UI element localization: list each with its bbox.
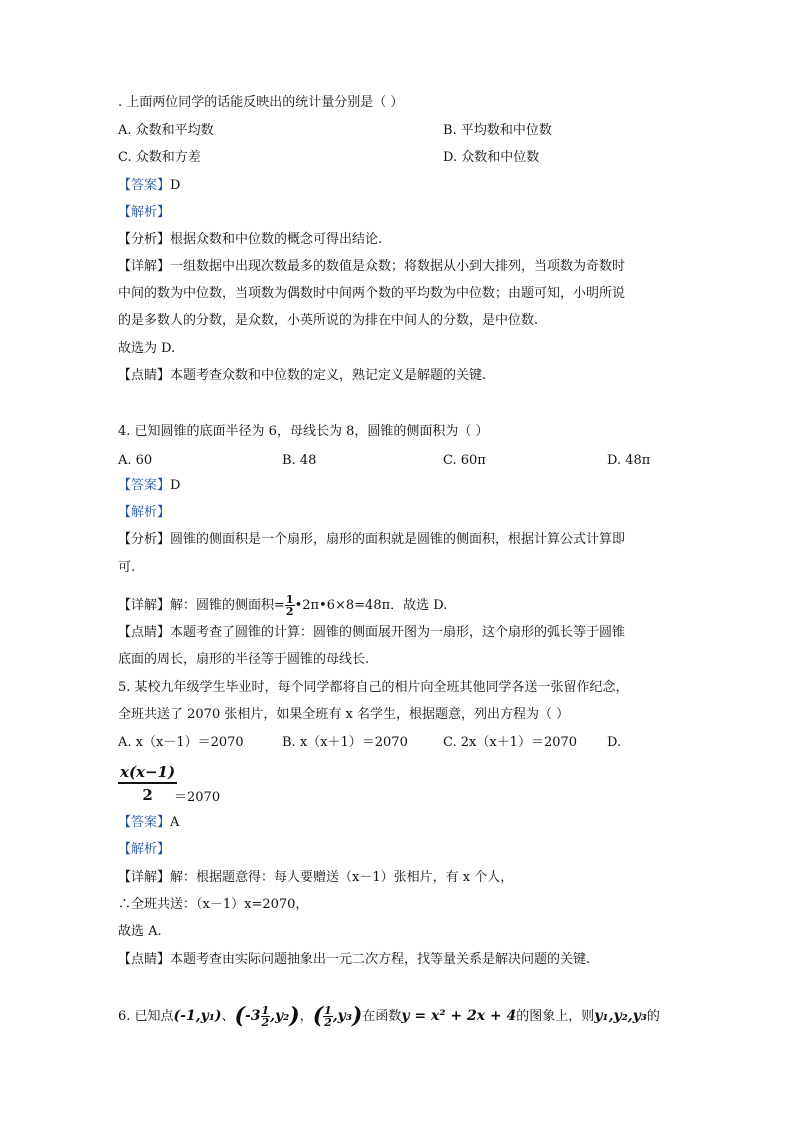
answer-tag: 【答案】 — [118, 815, 171, 830]
q5-analysis-tag — [118, 841, 170, 859]
separator: ， — [299, 1009, 313, 1024]
q6-mid: 在函数 — [362, 1009, 402, 1024]
q4-analysis-tag — [118, 504, 170, 522]
dianjing-tag: 【点睛】 — [118, 952, 171, 967]
q5-stem-line-2: 全班共送了 2070 张相片，如果全班有 x 名学生，根据题意，列出方程为（ ） — [118, 707, 570, 722]
q4-option-b: B. 48 — [282, 453, 317, 468]
q6-prefix: 6. 已知点 — [118, 1009, 174, 1024]
dianjing-text: 本题考查了圆锥的计算：圆锥的侧面展开图为一扇形，这个扇形的弧长等于圆锥 — [170, 625, 626, 640]
fenxi-tag: 【分析】 — [118, 532, 171, 547]
analysis-tag: 【解析】 — [118, 505, 171, 520]
xiangjie-text: 解：根据题意得：每人要赠送（x－1）张相片，有 x 个人， — [170, 870, 514, 885]
q5-option-d: D. — [607, 735, 622, 750]
q3-analysis-tag — [118, 204, 170, 222]
q4-xiangjie — [118, 594, 447, 617]
q5-option-d-fraction — [118, 763, 177, 804]
fraction-numerator: 1 — [261, 1003, 270, 1017]
q5-conclusion: 故选 A. — [118, 924, 162, 939]
q3-answer-line — [118, 177, 180, 195]
analysis-tag: 【解析】 — [118, 205, 171, 220]
fraction-denominator: 2 — [324, 1015, 332, 1029]
q4-option-a: A. 60 — [118, 453, 153, 468]
fraction-numerator: 1 — [324, 1003, 332, 1017]
q3-option-a: A. 众数和平均数 — [118, 123, 214, 138]
point-2-fraction — [261, 1005, 271, 1028]
point-3-y: ,y₃ — [332, 1008, 352, 1024]
dianjing-tag: 【点睛】 — [118, 368, 171, 383]
q6-after: 的图象上，则 — [516, 1009, 595, 1024]
q3-option-b: B. 平均数和中位数 — [443, 123, 552, 138]
q4-answer-line — [118, 477, 180, 495]
q3-conclusion: 故选为 D. — [118, 341, 176, 356]
q4-option-c: C. 60π — [443, 453, 486, 468]
xiangjie-text: 一组数据中出现次数最多的数值是众数；将数据从小到大排列，当项数为奇数时 — [170, 259, 626, 274]
q3-dianjing — [118, 367, 486, 385]
q5-option-c: C. 2x（x＋1）＝2070 — [443, 735, 578, 750]
fraction-numerator: x(x−1) — [118, 763, 177, 784]
y-variables: y₁,y₂,y₃ — [594, 1008, 647, 1024]
q3-option-c: C. 众数和方差 — [118, 150, 201, 165]
point-1: (-1,y₁) — [173, 1008, 222, 1024]
fenxi-text: 圆锥的侧面积是一个扇形，扇形的面积就是圆锥的侧面积，根据计算公式计算即 — [170, 532, 626, 547]
q5-xiangjie-line-2: ∴全班共送：（x－1）x=2070， — [118, 897, 309, 912]
q3-xiangjie-line-1 — [118, 258, 625, 276]
q5-stem-line-1: 5. 某校九年级学生毕业时，每个同学都将自己的相片向全班其他同学各送一张留作纪念， — [118, 680, 629, 695]
xiangjie-tag: 【详解】 — [118, 259, 171, 274]
xiangjie-pre: 解：圆锥的侧面积= — [170, 598, 285, 613]
fraction-denominator: 2 — [142, 786, 153, 804]
q4-option-d: D. 48π — [607, 453, 651, 468]
separator: 、 — [221, 1009, 235, 1024]
answer-value: D — [170, 178, 181, 193]
point-3 — [312, 1003, 363, 1029]
fraction-numerator: 1 — [285, 593, 294, 606]
q4-dianjing-line-1 — [118, 624, 625, 642]
answer-tag: 【答案】 — [118, 178, 171, 193]
point-2-int: -3 — [244, 1008, 261, 1024]
analysis-tag: 【解析】 — [118, 842, 171, 857]
right-paren: ) — [351, 1003, 363, 1029]
q4-fenxi-line-2: 可. — [118, 560, 136, 575]
fraction-denominator: 2 — [261, 1015, 270, 1029]
q5-option-a: A. x（x－1）＝2070 — [118, 735, 244, 750]
q3-stem: . 上面两位同学的话能反映出的统计量分别是（ ） — [118, 95, 404, 110]
dianjing-tag: 【点睛】 — [118, 625, 171, 640]
fenxi-text: 根据众数和中位数的概念可得出结论. — [170, 232, 383, 247]
fraction-one-half — [285, 594, 295, 617]
answer-value: D — [170, 478, 181, 493]
q6-end: 的 — [646, 1009, 660, 1024]
xiangjie-tag: 【详解】 — [118, 870, 171, 885]
function-expression: y = x² + 2x + 4 — [401, 1008, 517, 1024]
left-paren: ( — [234, 1003, 245, 1029]
right-paren: ) — [289, 1003, 300, 1029]
q4-dianjing-line-2: 底面的周长，扇形的半径等于圆锥的母线长. — [118, 652, 370, 667]
q3-xiangjie-line-2: 中间的数为中位数，当项数为偶数时中间两个数的平均数为中位数；由题可知，小明所说 — [118, 286, 626, 301]
left-paren: ( — [312, 1003, 324, 1029]
q5-option-b: B. x（x＋1）＝2070 — [282, 735, 408, 750]
point-3-fraction — [323, 1005, 333, 1028]
fraction-denominator: 2 — [285, 605, 294, 618]
q5-dianjing — [118, 951, 590, 969]
q5-xiangjie-line-1 — [118, 869, 513, 887]
q6-stem — [118, 998, 660, 1038]
q3-xiangjie-line-3: 的是多数人的分数，是众数，小英所说的为排在中间人的分数，是中位数. — [118, 313, 539, 328]
dianjing-text: 本题考查由实际问题抽象出一元二次方程，找等量关系是解决问题的关键. — [170, 952, 591, 967]
answer-tag: 【答案】 — [118, 478, 171, 493]
answer-value: A — [170, 815, 180, 830]
q4-fenxi-line-1 — [118, 531, 625, 549]
xiangjie-post: •2π•6×8=48π．故选 D. — [294, 598, 448, 613]
q5-option-d-rhs: ＝2070 — [174, 790, 221, 805]
q4-stem: 4. 已知圆锥的底面半径为 6，母线长为 8，圆锥的侧面积为（ ） — [118, 424, 489, 439]
q3-fenxi — [118, 231, 382, 249]
dianjing-text: 本题考查众数和中位数的定义，熟记定义是解题的关键. — [170, 368, 487, 383]
xiangjie-tag: 【详解】 — [118, 598, 171, 613]
fenxi-tag: 【分析】 — [118, 232, 171, 247]
point-2-y: ,y₂ — [270, 1008, 290, 1024]
q5-answer-line — [118, 814, 179, 832]
point-2 — [234, 1003, 300, 1029]
q3-option-d: D. 众数和中位数 — [443, 150, 540, 165]
